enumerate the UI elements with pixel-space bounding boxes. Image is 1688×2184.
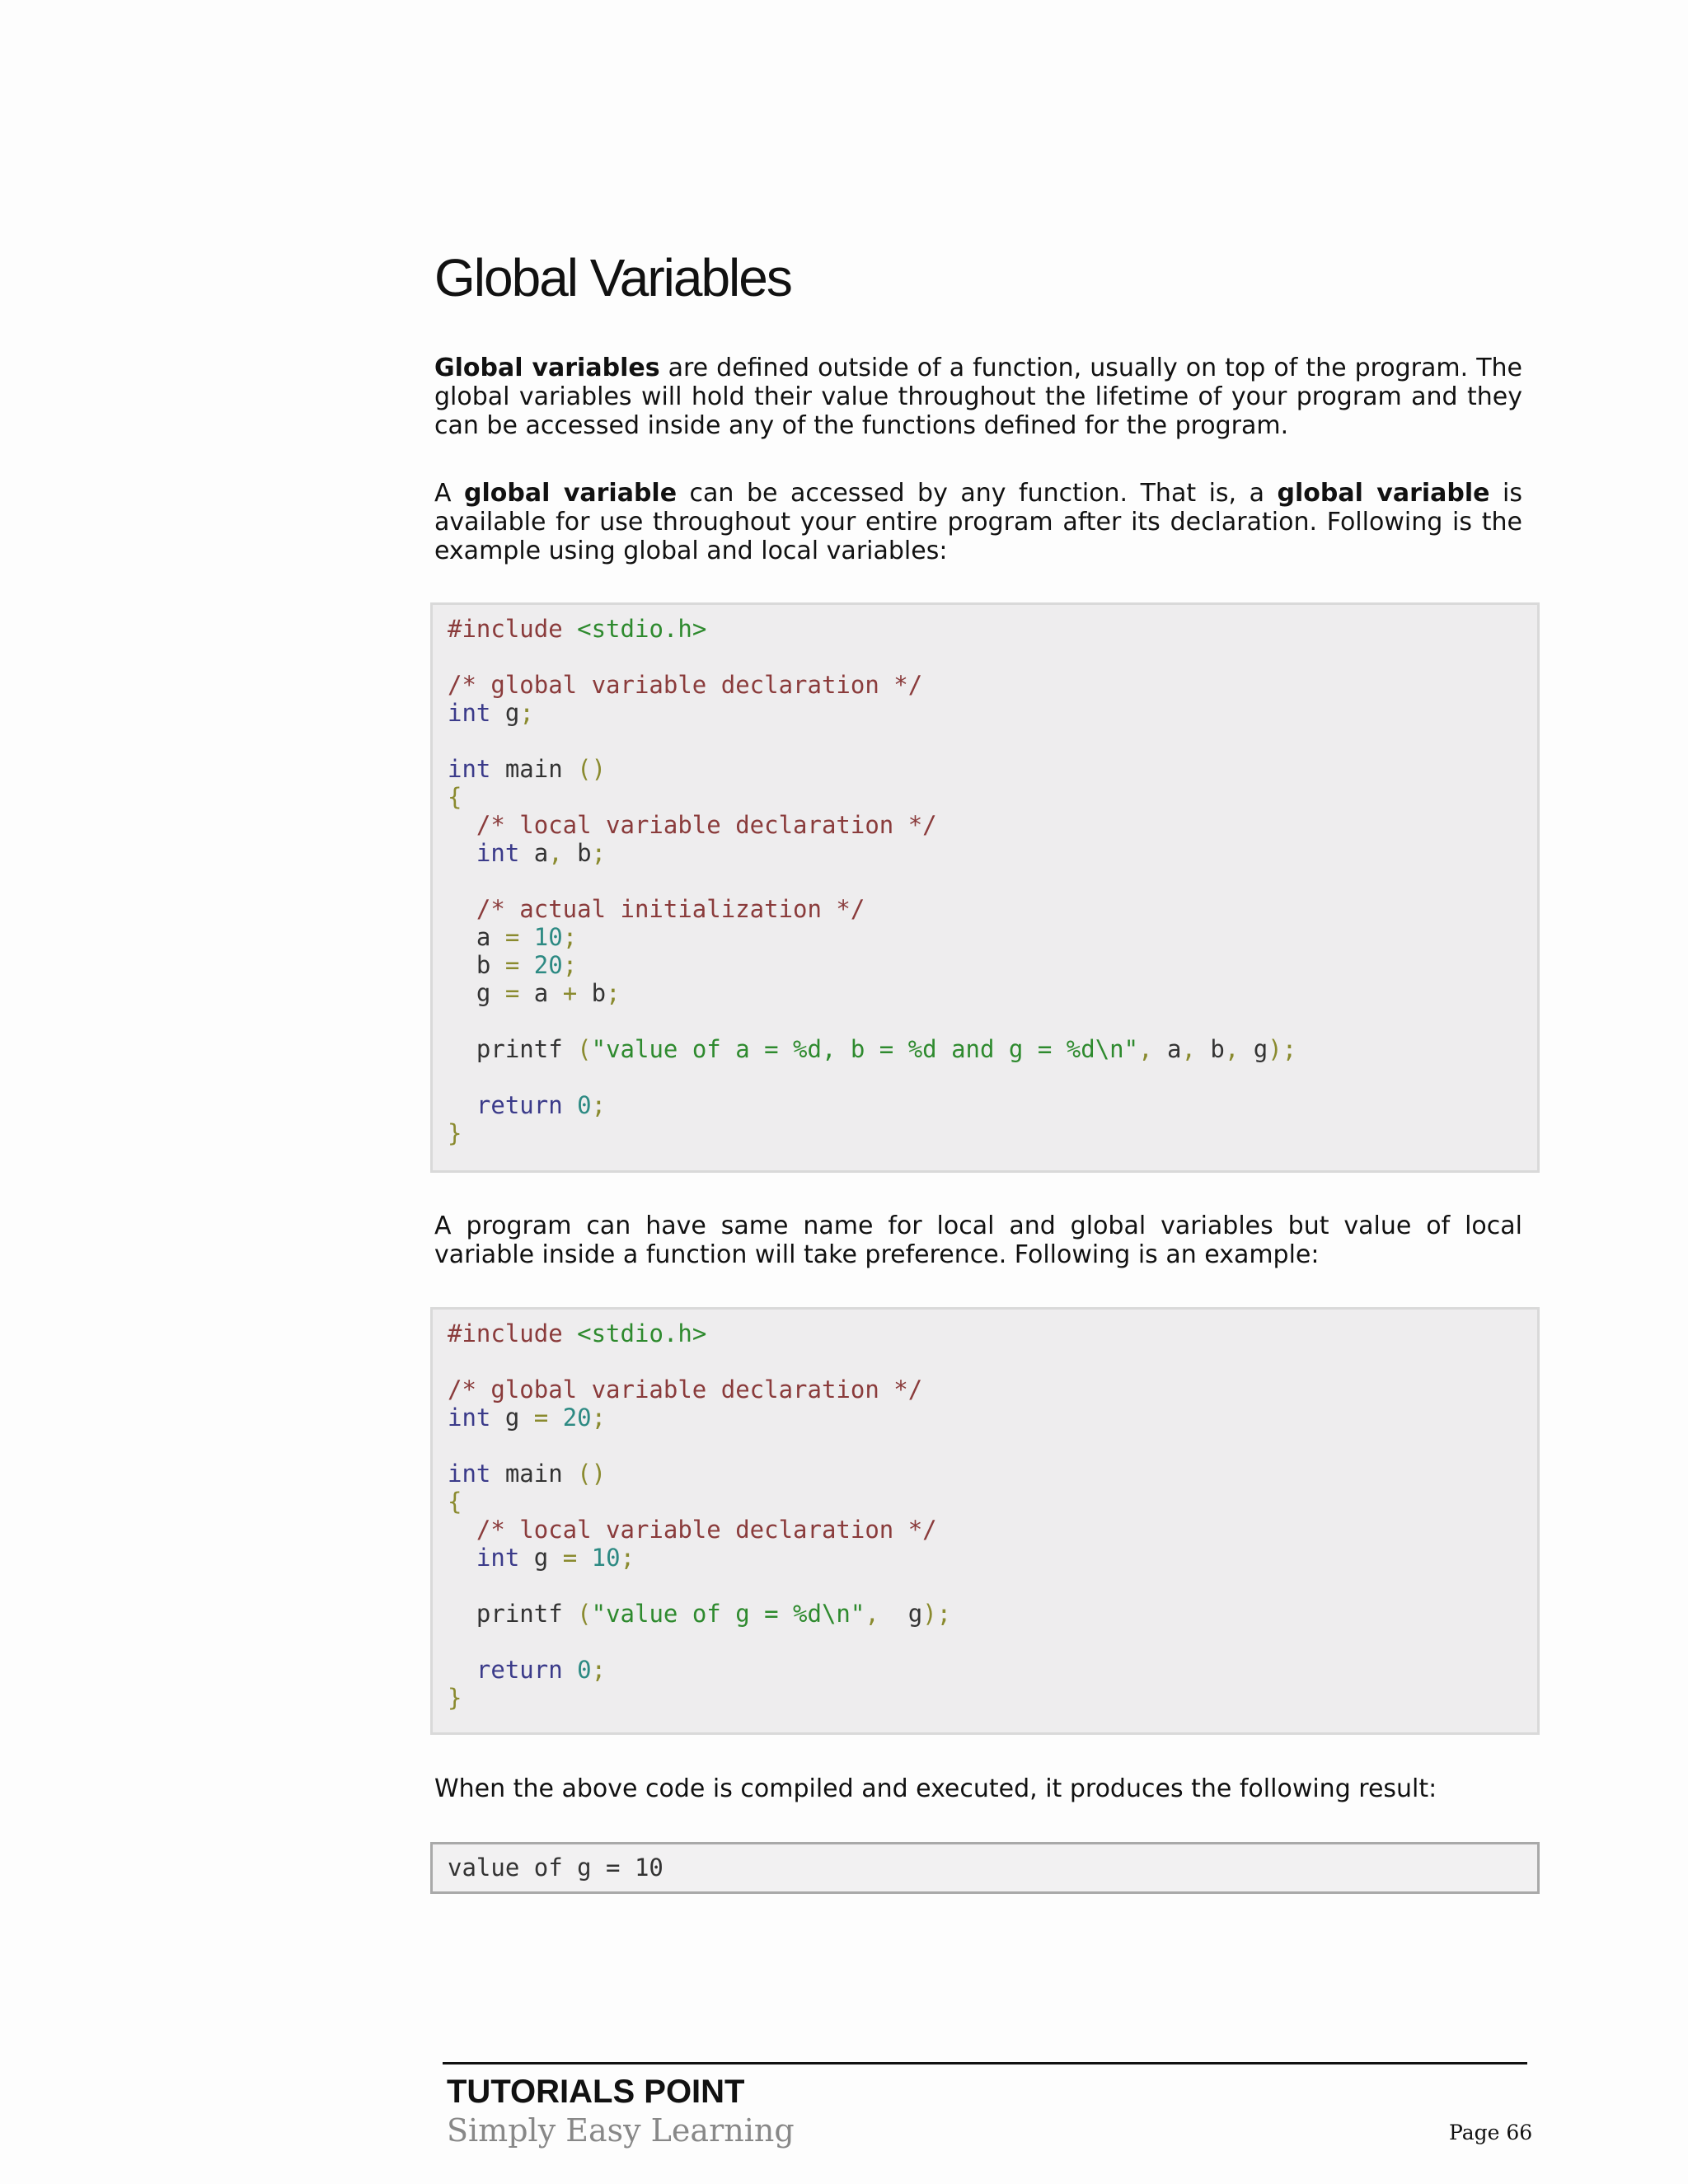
- code-token: g: [448, 979, 505, 1007]
- code-token: <stdio.h>: [577, 1319, 707, 1347]
- code-token: ;: [591, 839, 607, 867]
- code-token: =: [504, 979, 520, 1007]
- code-token: 0: [562, 1091, 592, 1119]
- output-block: [430, 1842, 1540, 1894]
- paragraph-text: A: [434, 479, 465, 508]
- code-token: 0: [562, 1656, 592, 1684]
- code-line: [448, 1119, 1537, 1147]
- code-token: int: [448, 839, 520, 867]
- code-line: [448, 1035, 1537, 1063]
- paragraph-text: are defined outside of a function, usually on top of the program. The global variables will hold their value throughout the lifetime of your program and they can be accessed inside any of the functions defined for the program.: [434, 354, 1522, 440]
- code-token: a: [448, 923, 505, 951]
- code-token: main: [490, 1460, 578, 1488]
- code-token: <stdio.h>: [577, 615, 707, 643]
- code-token: "value of g = %d\n": [591, 1600, 865, 1628]
- code-token: printf: [448, 1600, 578, 1628]
- code-line: [448, 755, 1537, 783]
- code-line: [448, 1488, 1537, 1516]
- code-line: [448, 1628, 1537, 1656]
- page-number: Page 66: [1449, 2121, 1533, 2144]
- code-token: b: [577, 979, 607, 1007]
- code-token: (: [577, 1035, 592, 1063]
- code-token: int: [448, 1404, 491, 1432]
- footer-divider: [443, 2062, 1527, 2064]
- code-token: a: [519, 839, 549, 867]
- code-token: ,: [865, 1600, 879, 1628]
- code-token: ;: [591, 1656, 607, 1684]
- code-line: [448, 643, 1537, 671]
- code-token: {: [448, 1488, 462, 1516]
- code-line: [448, 615, 1537, 643]
- code-token: int: [448, 1544, 520, 1572]
- code-line: [448, 1544, 1537, 1572]
- code-token: ;: [620, 1544, 635, 1572]
- code-token: g: [490, 1404, 534, 1432]
- code-line: [448, 1404, 1537, 1432]
- code-line: [448, 1656, 1537, 1684]
- code-token: =: [562, 1544, 578, 1572]
- code-token: ,: [548, 839, 563, 867]
- code-token: (: [577, 1600, 592, 1628]
- code-token: #include: [448, 1319, 578, 1347]
- code-token: {: [448, 783, 462, 811]
- code-line: [448, 895, 1537, 923]
- code-line: [448, 1376, 1537, 1404]
- code-line: [448, 1684, 1537, 1712]
- code-line: [448, 1007, 1537, 1035]
- code-token: (): [577, 755, 607, 783]
- page-title: Global Variables: [434, 248, 791, 307]
- code-line: [448, 1063, 1537, 1091]
- code-token: return: [448, 1656, 563, 1684]
- code-token: ;: [591, 1404, 607, 1432]
- footer-brand: TUTORIALS POINT: [447, 2074, 745, 2110]
- code-token: int: [448, 1460, 491, 1488]
- code-token: ;: [591, 1091, 607, 1119]
- code-line: [448, 923, 1537, 951]
- result-intro-paragraph: When the above code is compiled and executed, it produces the following result:: [434, 1774, 1437, 1803]
- code-token: /* local variable declaration */: [448, 811, 937, 839]
- code-token: g: [879, 1600, 923, 1628]
- code-line: [448, 699, 1537, 727]
- code-token: /* global variable declaration */: [448, 1376, 923, 1404]
- bold-term: Global variables: [434, 354, 660, 382]
- code-token: b: [1195, 1035, 1225, 1063]
- code-token: }: [448, 1119, 462, 1147]
- code-token: "value of a = %d, b = %d and g = %d\n": [591, 1035, 1139, 1063]
- code-token: #include: [448, 615, 578, 643]
- code-line: [448, 671, 1537, 699]
- code-line: [448, 1600, 1537, 1628]
- bold-term: global variable: [464, 479, 678, 508]
- code-line: [448, 979, 1537, 1007]
- code-token: a: [519, 979, 563, 1007]
- code-block-global-local: [430, 602, 1540, 1173]
- paragraph-text: is available for use throughout your entire program after its declaration. Following is the example using global and local variables:: [434, 479, 1522, 565]
- same-name-paragraph: A program can have same name for local and global variables but value of local variable inside a function will take preference. Following is an example:: [434, 1212, 1522, 1269]
- code-token: (): [577, 1460, 607, 1488]
- code-token: ;: [606, 979, 621, 1007]
- code-line: [448, 1432, 1537, 1460]
- code-line: [448, 1460, 1537, 1488]
- code-token: );: [1268, 1035, 1297, 1063]
- code-token: a: [1152, 1035, 1182, 1063]
- code-token: return: [448, 1091, 563, 1119]
- code-token: 20: [548, 1404, 592, 1432]
- code-token: int: [448, 699, 491, 727]
- code-token: }: [448, 1684, 462, 1712]
- code-token: );: [922, 1600, 952, 1628]
- code-line: [448, 811, 1537, 839]
- code-line: [448, 1091, 1537, 1119]
- code-token: 20: [519, 951, 563, 979]
- code-token: printf: [448, 1035, 578, 1063]
- code-line: [448, 783, 1537, 811]
- code-token: g: [490, 699, 520, 727]
- code-token: main: [490, 755, 578, 783]
- code-token: +: [562, 979, 578, 1007]
- code-line: [448, 1319, 1537, 1347]
- paragraph-text: can be accessed by any function. That is, a: [677, 479, 1278, 508]
- code-token: g: [1239, 1035, 1268, 1063]
- global-variable-paragraph: [434, 479, 1522, 565]
- code-token: /* global variable declaration */: [448, 671, 923, 699]
- bold-term: global variable: [1277, 479, 1490, 508]
- code-token: b: [448, 951, 505, 979]
- code-token: 10: [519, 923, 563, 951]
- code-token: /* actual initialization */: [448, 895, 865, 923]
- code-token: 10: [577, 1544, 621, 1572]
- code-token: /* local variable declaration */: [448, 1516, 937, 1544]
- code-line: [448, 951, 1537, 979]
- code-block-same-name: [430, 1307, 1540, 1735]
- code-token: =: [533, 1404, 549, 1432]
- code-token: =: [504, 951, 520, 979]
- code-token: int: [448, 755, 491, 783]
- code-token: ;: [519, 699, 534, 727]
- code-line: [448, 1516, 1537, 1544]
- code-line: [448, 727, 1537, 755]
- output-line: value of g = 10: [448, 1854, 663, 1882]
- code-token: ;: [562, 951, 578, 979]
- code-token: b: [562, 839, 592, 867]
- intro-paragraph: [434, 354, 1522, 440]
- code-line: [448, 1347, 1537, 1376]
- code-token: ,: [1224, 1035, 1240, 1063]
- code-line: [448, 867, 1537, 895]
- code-line: [448, 1572, 1537, 1600]
- code-token: ,: [1181, 1035, 1196, 1063]
- code-token: g: [519, 1544, 563, 1572]
- code-token: =: [504, 923, 520, 951]
- footer-tagline: Simply Easy Learning: [447, 2112, 795, 2149]
- code-token: ;: [562, 923, 578, 951]
- code-line: [448, 839, 1537, 867]
- code-token: ,: [1138, 1035, 1153, 1063]
